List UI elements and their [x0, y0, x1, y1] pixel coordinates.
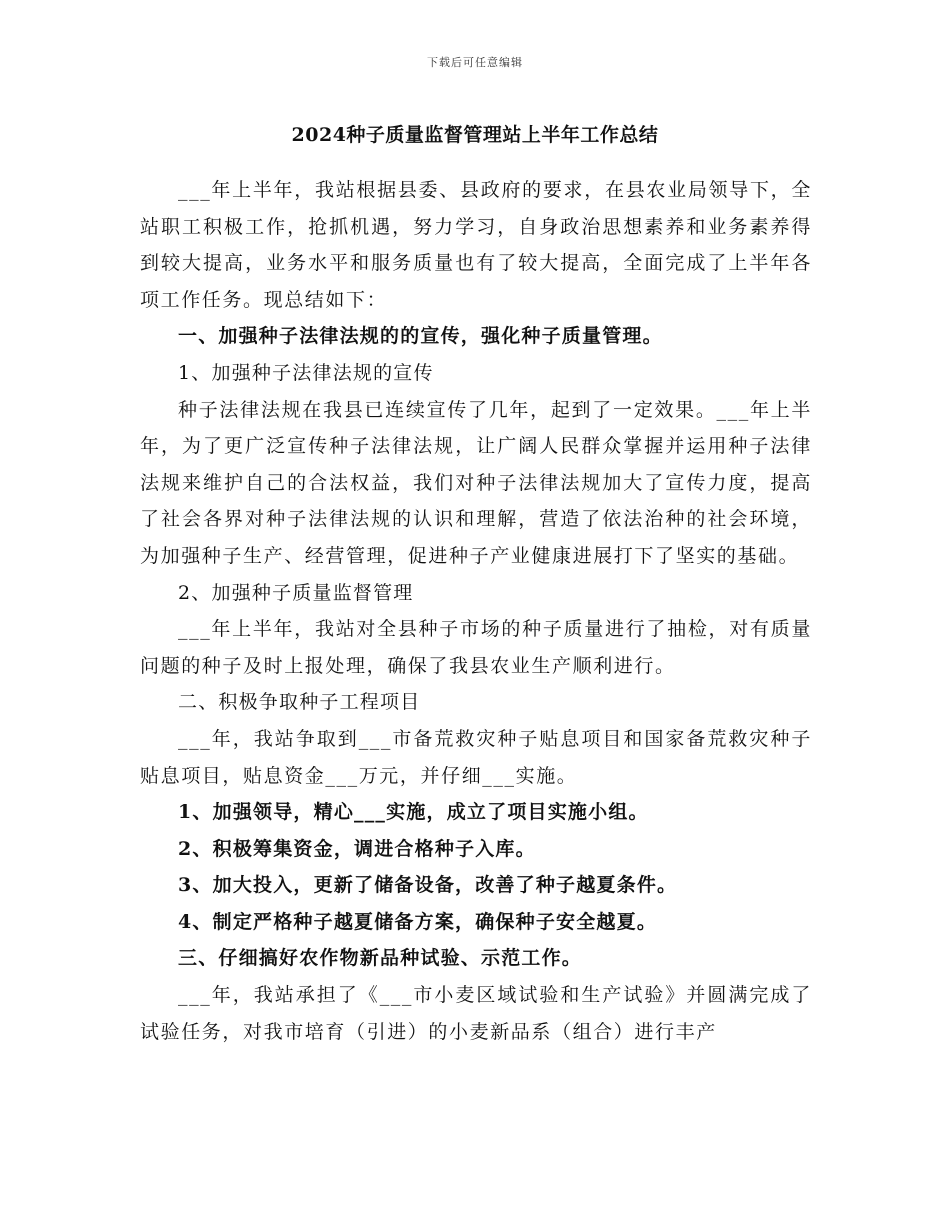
section-heading-2: 二、积极争取种子工程项目 [178, 691, 421, 714]
section-heading-3: 三、仔细搞好农作物新品种试验、示范工作。 [178, 947, 583, 970]
paragraph-quality-supervision: ___年上半年，我站对全县种子市场的种子质量进行了抽检，对有质量问题的种子及时上报处理，确保了我县农业生产顺利进行。 [140, 618, 812, 677]
subheading-quality-supervision: 2、加强种子质量监督管理 [178, 581, 414, 604]
header-note: 下载后可任意编辑 [427, 56, 523, 69]
paragraph-law-promotion: 种子法律法规在我县已连续宣传了几年，起到了一定效果。___年上半年，为了更广泛宣传种子法律法规，让广阔人民群众掌握并运用种子法律法规来维护自己的合法权益，我们对种子法律法规加大了宣传力度，提高了社会各界对种子法律法规的认识和理解，营造了依法治种的社会环境，为加强种子生产、经营管理，促进种子产业健康进展打下了坚实的基础。 [140, 398, 812, 567]
list-item-4: 4、制定严格种子越夏储备方案，确保种子安全越夏。 [178, 910, 658, 933]
paragraph-intro: ___年上半年，我站根据县委、县政府的要求，在县农业局领导下，全站职工积极工作，抢抓机遇，努力学习，自身政治思想素养和业务素养得到较大提高，业务水平和服务质量也有了较大提高，全面完成了上半年各项工作任务。现总结如下： [140, 179, 812, 311]
subheading-law-promotion: 1、加强种子法律法规的宣传 [178, 361, 434, 384]
document-title: 2024种子质量监督管理站上半年工作总结 [291, 124, 659, 146]
list-item-3: 3、加大投入，更新了储备设备，改善了种子越夏条件。 [178, 874, 678, 897]
list-item-1: 1、加强领导，精心___实施，成立了项目实施小组。 [178, 801, 649, 824]
paragraph-seed-project: ___年，我站争取到___市备荒救灾种子贴息项目和国家备荒救灾种子贴息项目，贴息资金___万元，并仔细___实施。 [140, 727, 812, 787]
paragraph-trials: ___年，我站承担了《___市小麦区域试验和生产试验》并圆满完成了试验任务，对我市培育（引进）的小麦新品系（组合）进行丰产 [140, 984, 812, 1043]
document-body [140, 172, 812, 1050]
list-item-2: 2、积极筹集资金，调进合格种子入库。 [178, 837, 536, 860]
section-heading-1: 一、加强种子法律法规的的宣传，强化种子质量管理。 [178, 325, 663, 348]
